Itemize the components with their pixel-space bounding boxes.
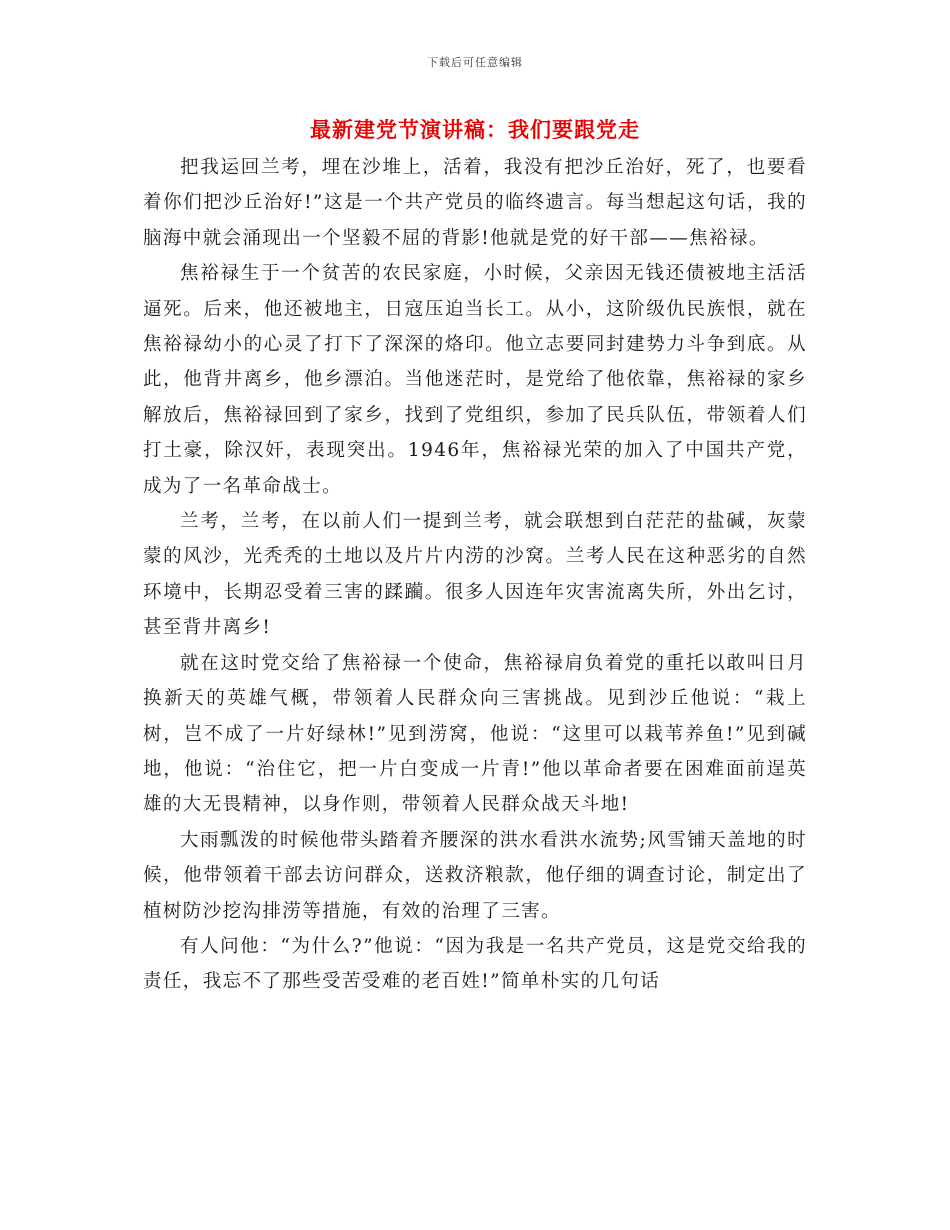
paragraph-1: 把我运回兰考，埋在沙堆上，活着，我没有把沙丘治好，死了，也要看着你们把沙丘治好!”这是一个共产党员的临终遗言。每当想起这句话，我的脑海中就会涌现出一个坚毅不屈的背影!他就是党的好干部——焦裕禄。 <box>143 157 807 249</box>
paragraph-5: 大雨瓢泼的时候他带头踏着齐腰深的洪水看洪水流势;风雪铺天盖地的时候，他带领着干部去访问群众，送救济粮款，他仔细的调查讨论，制定出了植树防沙挖沟排涝等措施，有效的治理了三害。 <box>143 829 807 922</box>
document-title: 最新建党节演讲稿：我们要跟党走 <box>310 117 640 142</box>
document-body <box>143 150 807 1000</box>
page-header-note: 下载后可任意编辑 <box>427 56 523 69</box>
paragraph-6: 有人问他：“为什么?”他说：“因为我是一名共产党员，这是党交给我的责任，我忘不了那些受苦受难的老百姓!”简单朴实的几句话 <box>143 935 807 993</box>
paragraph-3: 兰考，兰考，在以前人们一提到兰考，就会联想到白茫茫的盐碱，灰蒙蒙的风沙，光秃秃的土地以及片片内涝的沙窝。兰考人民在这种恶劣的自然环境中，长期忍受着三害的蹂躏。很多人因连年灾害流离失所，外出乞讨，甚至背井离乡! <box>143 511 807 639</box>
paragraph-4: 就在这时党交给了焦裕禄一个使命，焦裕禄肩负着党的重托以敢叫日月换新天的英雄气概，带领着人民群众向三害挑战。见到沙丘他说：“栽上树，岂不成了一片好绿林!”见到涝窝，他说：“这里可以栽苇养鱼!”见到碱地，他说：“治住它，把一片白变成一片青!”他以革命者要在困难面前逞英雄的大无畏精神，以身作则，带领着人民群众战天斗地! <box>143 652 807 816</box>
paragraph-2: 焦裕禄生于一个贫苦的农民家庭，小时候，父亲因无钱还债被地主活活逼死。后来，他还被地主，日寇压迫当长工。从小，这阶级仇民族恨，就在焦裕禄幼小的心灵了打下了深深的烙印。他立志要同封建势力斗争到底。从此，他背井离乡，他乡漂泊。当他迷茫时，是党给了他依靠，焦裕禄的家乡解放后，焦裕禄回到了家乡，找到了党组织，参加了民兵队伍，带领着人们打土豪，除汉奸，表现突出。1946年，焦裕禄光荣的加入了中国共产党，成为了一名革命战士。 <box>143 263 807 497</box>
